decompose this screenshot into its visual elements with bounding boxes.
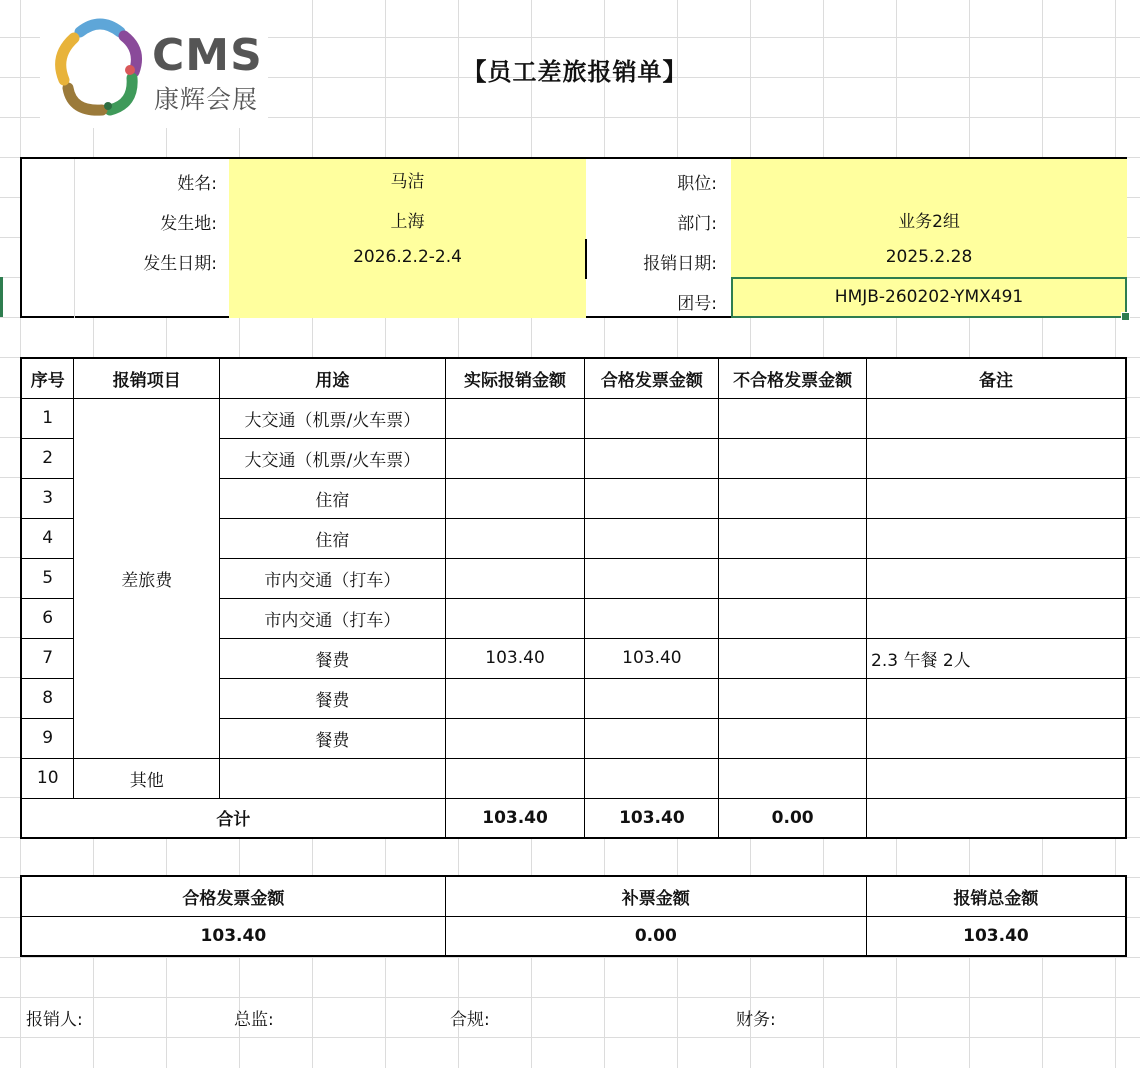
header-purpose: 用途 xyxy=(220,358,446,398)
category-travel: 差旅费 xyxy=(74,398,220,758)
row-purpose[interactable]: 餐费 xyxy=(220,638,446,678)
summary-header-row xyxy=(21,876,1126,916)
location-value[interactable]: 上海 xyxy=(390,212,425,232)
company-logo xyxy=(40,0,268,128)
total-row xyxy=(21,798,1126,838)
header-actual: 实际报销金额 xyxy=(445,358,585,398)
row-actual[interactable] xyxy=(445,518,585,558)
info-block xyxy=(20,157,1127,318)
summary-supplement-label: 补票金额 xyxy=(445,876,866,916)
row-actual[interactable]: 103.40 xyxy=(445,638,585,678)
row-note[interactable]: 2.3 午餐 2人 xyxy=(867,638,1126,678)
sig-claimant: 报销人: xyxy=(26,1010,83,1030)
dept-label: 部门: xyxy=(677,214,717,234)
row-qualified[interactable] xyxy=(585,398,719,438)
summary-qualified-label: 合格发票金额 xyxy=(21,876,445,916)
row-purpose[interactable]: 大交通（机票/火车票） xyxy=(220,398,446,438)
header-qualified: 合格发票金额 xyxy=(585,358,719,398)
row-no: 7 xyxy=(21,638,74,678)
row-actual[interactable] xyxy=(445,758,585,798)
date-label: 发生日期: xyxy=(143,254,217,274)
position-label: 职位: xyxy=(677,174,717,194)
row-unqualified[interactable] xyxy=(719,518,867,558)
row-qualified[interactable] xyxy=(585,478,719,518)
table-row xyxy=(21,398,1126,438)
row-purpose[interactable]: 餐费 xyxy=(220,678,446,718)
row-purpose[interactable]: 餐费 xyxy=(220,718,446,758)
row-no: 9 xyxy=(21,718,74,758)
location-label: 发生地: xyxy=(160,214,217,234)
row-note[interactable] xyxy=(867,718,1126,758)
row-unqualified[interactable] xyxy=(719,478,867,518)
summary-total-label: 报销总金额 xyxy=(866,876,1126,916)
row-note[interactable] xyxy=(867,478,1126,518)
row-no: 8 xyxy=(21,678,74,718)
date-value[interactable]: 2026.2.2-2.4 xyxy=(353,247,462,267)
summary-total-value: 103.40 xyxy=(866,916,1126,956)
row-marker xyxy=(0,277,3,317)
row-qualified[interactable] xyxy=(585,598,719,638)
row-unqualified[interactable] xyxy=(719,438,867,478)
total-label: 合计 xyxy=(21,798,445,838)
dept-value[interactable]: 业务2组 xyxy=(898,212,960,232)
row-unqualified[interactable] xyxy=(719,758,867,798)
row-unqualified[interactable] xyxy=(719,718,867,758)
total-note xyxy=(867,798,1126,838)
row-unqualified[interactable] xyxy=(719,678,867,718)
row-purpose[interactable]: 市内交通（打车） xyxy=(220,598,446,638)
form-title: 【员工差旅报销单】 xyxy=(462,58,688,86)
row-unqualified[interactable] xyxy=(719,558,867,598)
header-no: 序号 xyxy=(21,358,74,398)
selection-handle[interactable] xyxy=(1121,312,1130,321)
row-qualified[interactable] xyxy=(585,558,719,598)
row-qualified[interactable] xyxy=(585,758,719,798)
summary-qualified-value: 103.40 xyxy=(21,916,445,956)
row-actual[interactable] xyxy=(445,438,585,478)
left-gridline xyxy=(74,159,75,318)
summary-supplement-value: 0.00 xyxy=(445,916,866,956)
row-no: 5 xyxy=(21,558,74,598)
row-purpose[interactable]: 市内交通（打车） xyxy=(220,558,446,598)
name-label: 姓名: xyxy=(177,174,217,194)
row-qualified[interactable] xyxy=(585,678,719,718)
header-unqualified: 不合格发票金额 xyxy=(719,358,867,398)
row-unqualified[interactable] xyxy=(719,598,867,638)
row-actual[interactable] xyxy=(445,478,585,518)
row-note[interactable] xyxy=(867,518,1126,558)
expense-table xyxy=(20,357,1127,839)
logo-flower-icon xyxy=(50,14,150,124)
sig-director: 总监: xyxy=(234,1010,274,1030)
row-purpose[interactable] xyxy=(220,758,446,798)
total-unqualified: 0.00 xyxy=(719,798,867,838)
row-qualified[interactable] xyxy=(585,518,719,558)
row-note[interactable] xyxy=(867,438,1126,478)
row-actual[interactable] xyxy=(445,598,585,638)
claim-date-label: 报销日期: xyxy=(643,254,717,274)
row-no: 3 xyxy=(21,478,74,518)
summary-table xyxy=(20,875,1127,957)
category-other: 其他 xyxy=(74,758,220,798)
row-note[interactable] xyxy=(867,598,1126,638)
row-no: 4 xyxy=(21,518,74,558)
row-actual[interactable] xyxy=(445,558,585,598)
logo-subtitle: 康辉会展 xyxy=(154,85,259,114)
row-note[interactable] xyxy=(867,558,1126,598)
logo-brand: CMS xyxy=(152,30,263,81)
row-unqualified[interactable] xyxy=(719,398,867,438)
row-qualified[interactable]: 103.40 xyxy=(585,638,719,678)
table-row xyxy=(21,758,1126,798)
row-no: 6 xyxy=(21,598,74,638)
row-note[interactable] xyxy=(867,758,1126,798)
total-actual: 103.40 xyxy=(445,798,585,838)
row-qualified[interactable] xyxy=(585,438,719,478)
row-note[interactable] xyxy=(867,398,1126,438)
total-qualified: 103.40 xyxy=(585,798,719,838)
row-actual[interactable] xyxy=(445,678,585,718)
row-no: 2 xyxy=(21,438,74,478)
row-purpose[interactable]: 住宿 xyxy=(220,518,446,558)
header-item: 报销项目 xyxy=(74,358,220,398)
row-no: 10 xyxy=(21,758,74,798)
group-label: 团号: xyxy=(677,294,717,314)
row-unqualified[interactable] xyxy=(719,638,867,678)
row-purpose[interactable]: 住宿 xyxy=(220,478,446,518)
name-value[interactable]: 马洁 xyxy=(390,172,425,192)
row-actual[interactable] xyxy=(445,398,585,438)
claim-date-value[interactable]: 2025.2.28 xyxy=(885,247,973,267)
header-note: 备注 xyxy=(867,358,1126,398)
summary-value-row xyxy=(21,916,1126,956)
row-qualified[interactable] xyxy=(585,718,719,758)
group-value[interactable]: HMJB-260202-YMX491 xyxy=(731,277,1127,318)
sig-compliance: 合规: xyxy=(450,1010,490,1030)
row-no: 1 xyxy=(21,398,74,438)
row-actual[interactable] xyxy=(445,718,585,758)
table-header-row xyxy=(21,358,1126,398)
sig-finance: 财务: xyxy=(736,1010,776,1030)
row-note[interactable] xyxy=(867,678,1126,718)
row-purpose[interactable]: 大交通（机票/火车票） xyxy=(220,438,446,478)
